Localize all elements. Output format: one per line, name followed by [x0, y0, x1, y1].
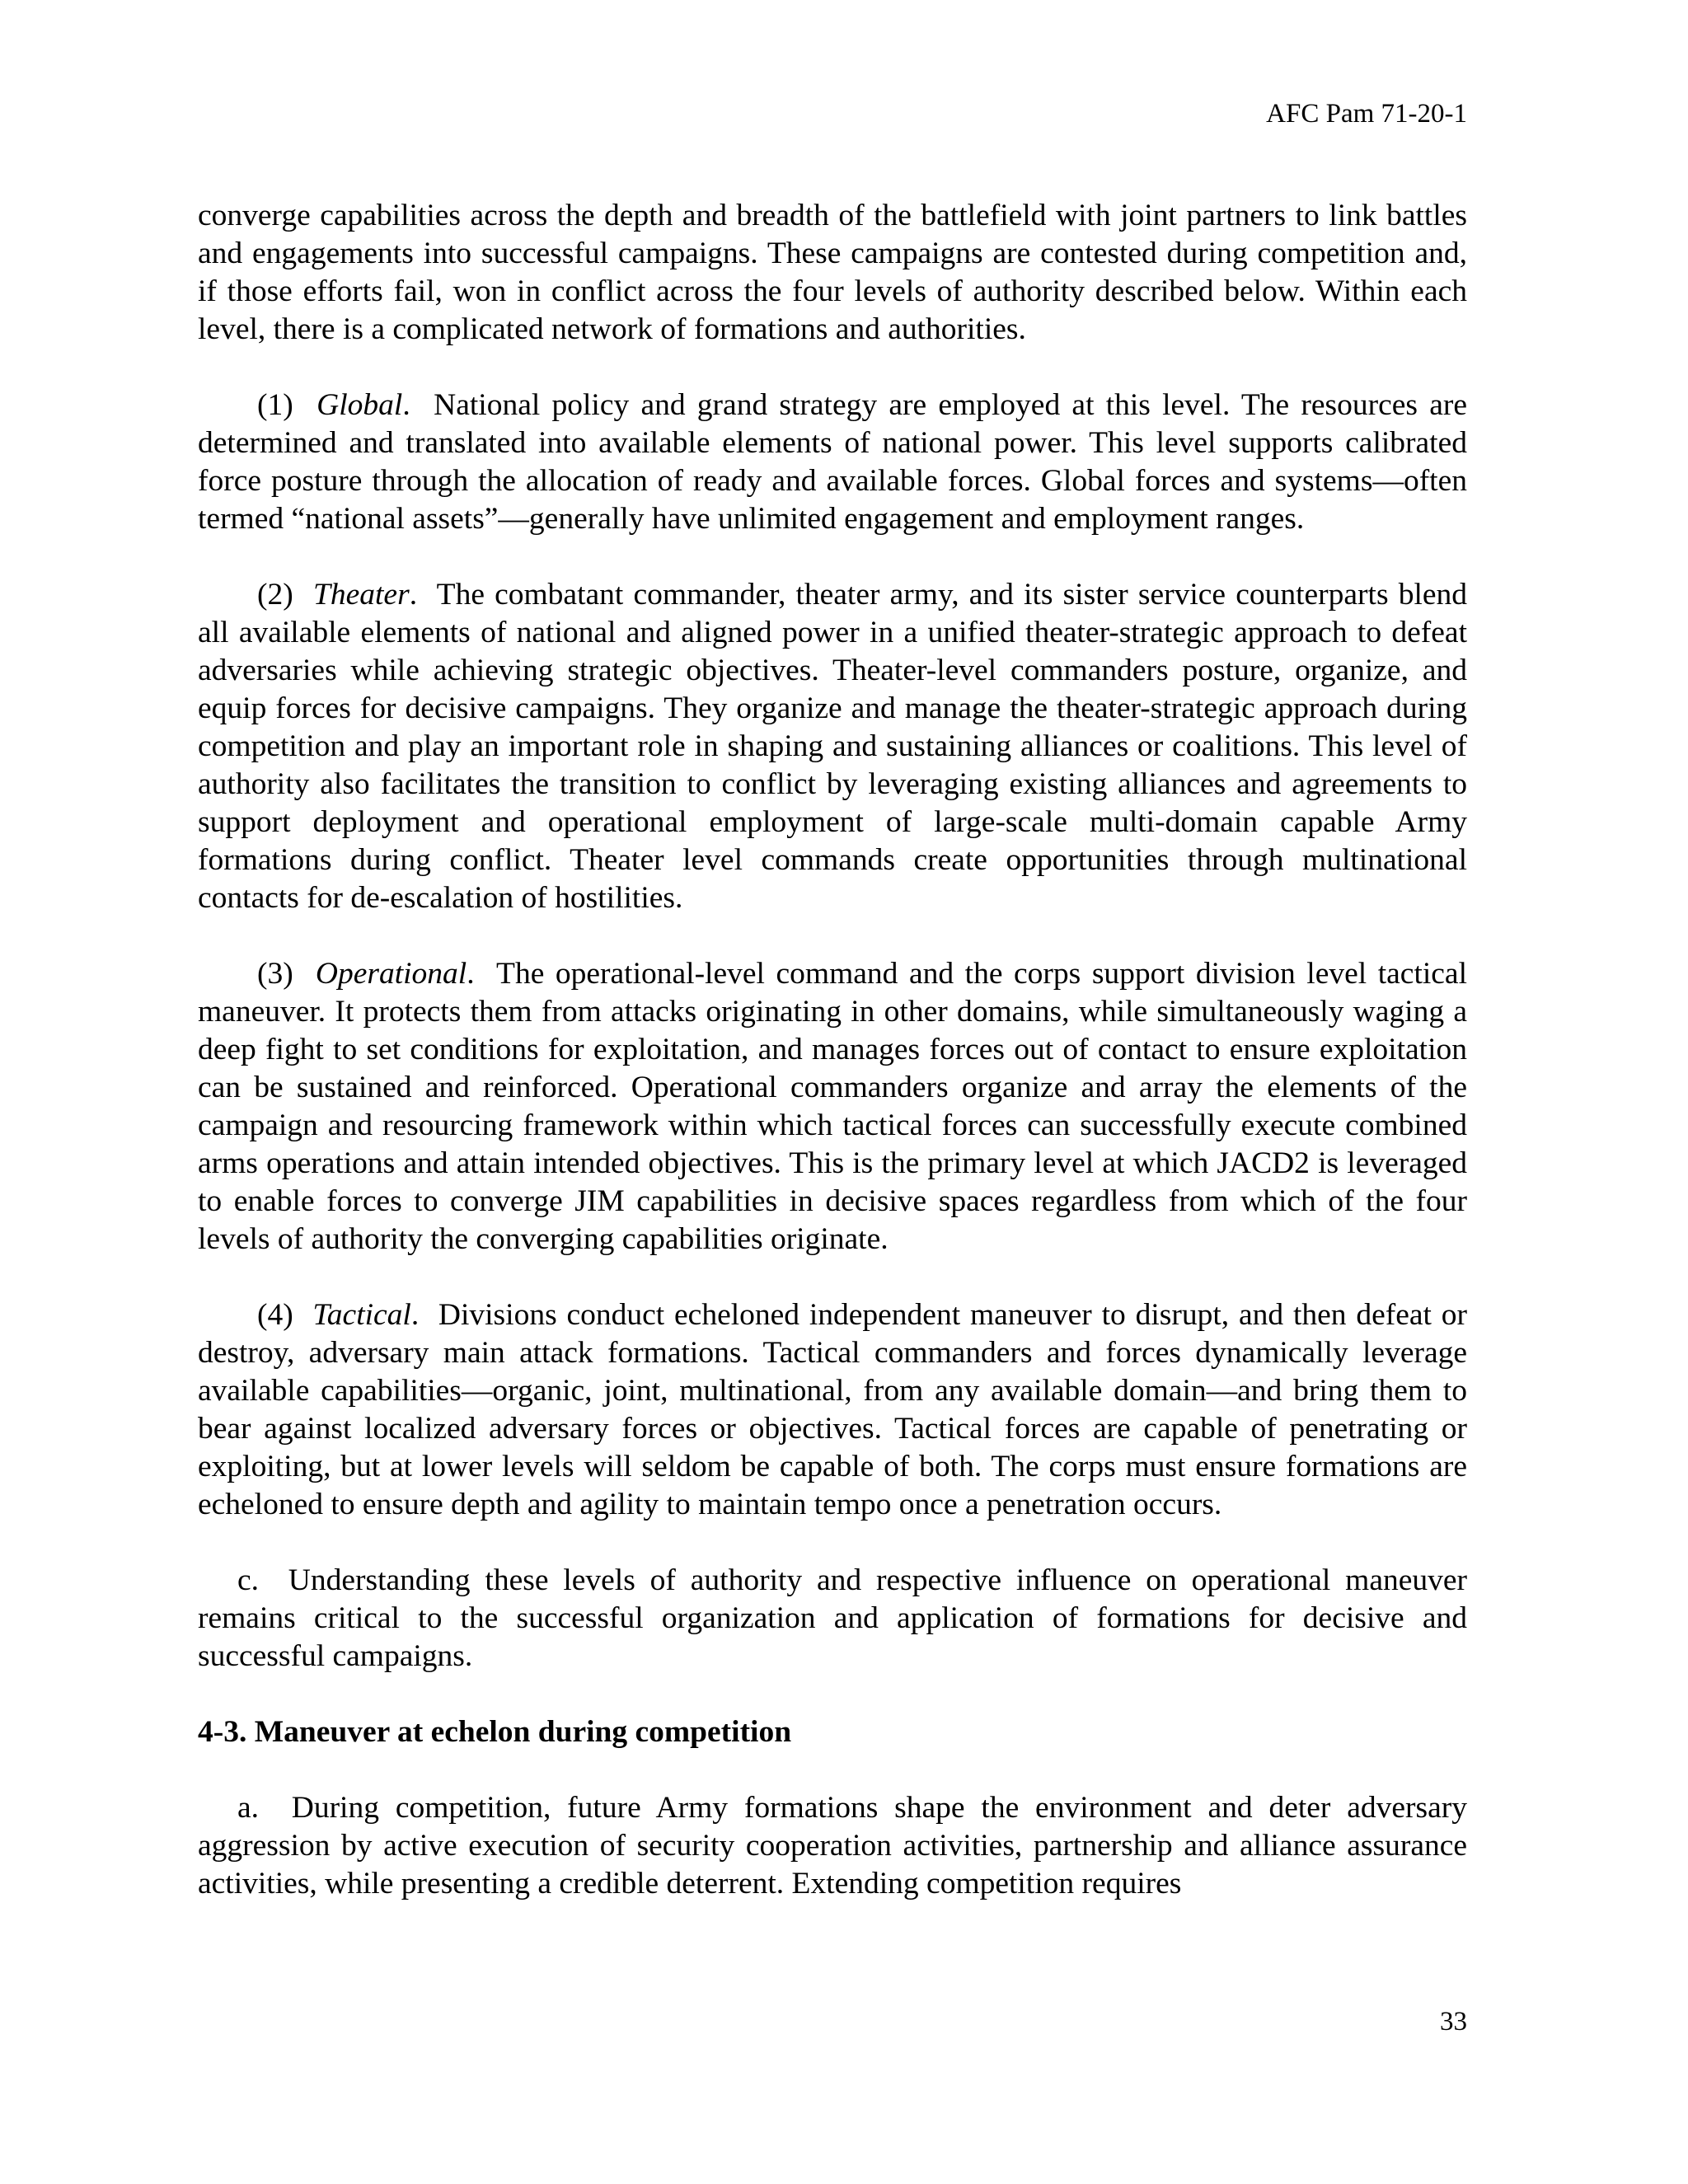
paragraph-label: (1)	[257, 388, 293, 422]
paragraph-text: Divisions conduct echeloned independent maneuver to disrupt, and then defeat or destroy, adversary main attack formations. Tactical commanders and forces dynamically leverage available capabilities—organic, joint, multinational, from any available domain—and bring them to bear against localized adversary forces or objectives. Tactical forces are capable of penetrating or exploiting, but at lower levels will seldom be capable of both. The corps must ensure formations are echeloned to ensure depth and agility to maintain tempo once a penetration occurs.	[198, 1298, 1467, 1521]
page-number: 33	[1440, 2007, 1467, 2036]
paragraph-label: c.	[237, 1563, 260, 1597]
paragraph-tactical: (4) Tactical. Divisions conduct echeloned independent maneuver to disrupt, and then defeat or destroy, adversary main attack formations. Tactical commanders and forces dynamically leverage available capabilities—organic, joint, multinational, from any available domain—and bring them to bear against localized adversary forces or objectives. Tactical forces are capable of penetrating or exploiting, but at lower levels will seldom be capable of both. The corps must ensure formations are echeloned to ensure depth and agility to maintain tempo once a penetration occurs.	[198, 1298, 1467, 1521]
running-header: AFC Pam 71-20-1	[1266, 99, 1467, 129]
paragraph-text: The combatant commander, theater army, and its sister service counterparts blend all available elements of national and aligned power in a unified theater-strategic approach to defeat adversaries while achieving strategic objectives. Theater-level commanders posture, organize, and equip forces for decisive campaigns. They organize and manage the theater-strategic approach during competition and play an important role in shaping and sustaining alliances or coalitions. This level of authority also facilitates the transition to conflict by leveraging existing alliances and agreements to support deployment and operational employment of large-scale multi-domain capable Army formations during conflict. Theater level commands create opportunities through multinational contacts for de-escalation of hostilities.	[198, 578, 1468, 915]
paragraph-label: (2)	[257, 578, 293, 612]
paragraph-title: Global	[316, 388, 403, 422]
paragraph-title: Operational	[315, 957, 467, 991]
paragraph-title: Tactical	[312, 1298, 411, 1332]
paragraph-label: (3)	[257, 957, 293, 991]
paragraph-text: converge capabilities across the depth and breadth of the battlefield with joint partners to link battles and engagements into successful campaigns. These campaigns are contested during competition and, if those efforts fail, won in conflict across the four levels of authority described below. Within each level, there is a complicated network of formations and authorities.	[198, 199, 1467, 346]
paragraph-global: (1) Global. National policy and grand strategy are employed at this level. The resources are determined and translated into available elements of national power. This level supports calibrated force posture through the allocation of ready and available forces. Global forces and systems—often termed “national assets”—generally have unlimited engagement and employment ranges.	[198, 388, 1468, 536]
paragraph-text: Understanding these levels of authority and respective influence on operational maneuver remains critical to the successful organization and application of formations for decisive and successful campaigns.	[198, 1563, 1467, 1673]
paragraph-title: Theater	[313, 578, 410, 612]
section-heading: 4-3. Maneuver at echelon during competition	[198, 1715, 792, 1749]
paragraph-text: The operational-level command and the corps support division level tactical maneuver. It protects them from attacks originating in other domains, while simultaneously waging a deep fight to set conditions for exploitation, and manages forces out of contact to ensure exploitation can be sustained and reinforced. Operational commanders organize and array the elements of the campaign and resourcing framework within which tactical forces can successfully execute combined arms operations and attain intended objectives. This is the primary level at which JACD2 is leveraged to enable forces to converge JIM capabilities in decisive spaces regardless from which of the four levels of authority the converging capabilities originate.	[198, 957, 1467, 1256]
paragraph-continuation	[198, 197, 1467, 349]
paragraph-c	[198, 1562, 1467, 1675]
body-text	[198, 197, 1467, 1941]
paragraph-label: (4)	[257, 1298, 293, 1332]
paragraph-text: During competition, future Army formations shape the environment and deter adversary aggression by active execution of security cooperation activities, partnership and alliance assurance activities, while presenting a credible deterrent. Extending competition requires	[198, 1791, 1467, 1900]
paragraph-a	[198, 1789, 1467, 1903]
paragraph-theater: (2) Theater. The combatant commander, theater army, and its sister service counterparts blend all available elements of national and aligned power in a unified theater-strategic approach to defeat adversaries while achieving strategic objectives. Theater-level commanders posture, organize, and equip forces for decisive campaigns. They organize and manage the theater-strategic approach during competition and play an important role in shaping and sustaining alliances or coalitions. This level of authority also facilitates the transition to conflict by leveraging existing alliances and agreements to support deployment and operational employment of large-scale multi-domain capable Army formations during conflict. Theater level commands create opportunities through multinational contacts for de-escalation of hostilities.	[198, 578, 1468, 915]
paragraph-label: a.	[237, 1791, 260, 1825]
paragraph-text: National policy and grand strategy are employed at this level. The resources are determined and translated into available elements of national power. This level supports calibrated force posture through the allocation of ready and available forces. Global forces and systems—often termed “national assets”—generally have unlimited engagement and employment ranges.	[198, 388, 1468, 536]
paragraph-operational: (3) Operational. The operational-level command and the corps support division level tactical maneuver. It protects them from attacks originating in other domains, while simultaneously waging a deep fight to set conditions for exploitation, and manages forces out of contact to ensure exploitation can be sustained and reinforced. Operational commanders organize and array the elements of the campaign and resourcing framework within which tactical forces can successfully execute combined arms operations and attain intended objectives. This is the primary level at which JACD2 is leveraged to enable forces to converge JIM capabilities in decisive spaces regardless from which of the four levels of authority the converging capabilities originate.	[198, 957, 1467, 1256]
